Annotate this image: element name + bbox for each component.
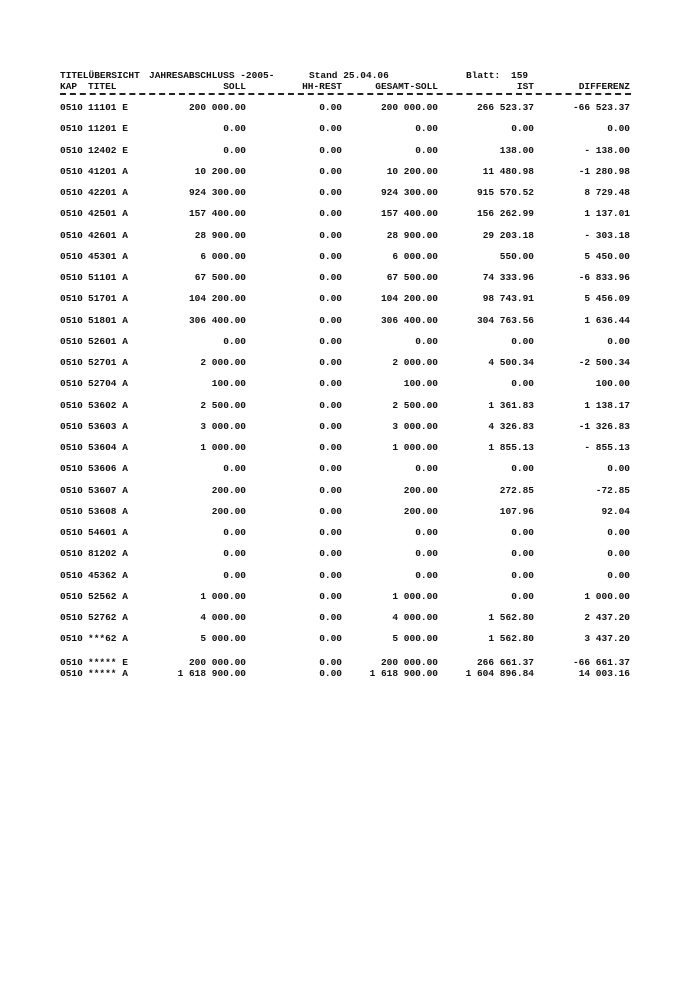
cell-kap: 0510 [60, 335, 83, 347]
cell-titel: 53602 A [88, 399, 128, 411]
cell-differenz: 2 437.20 [584, 612, 630, 623]
cell-ist: 266 523.37 [476, 102, 534, 113]
cell-gesamt-soll: 200.00 [403, 484, 438, 496]
cell-hh-rest: 0.00 [319, 165, 342, 177]
cell-titel: 51801 A [88, 314, 128, 326]
table-row [0, 442, 700, 453]
table-row [0, 272, 700, 283]
cell-soll: 0.00 [223, 463, 246, 475]
cell-differenz: -1 326.83 [578, 420, 630, 432]
cell-differenz: 3 437.20 [584, 633, 630, 645]
cell-titel: 52704 A [88, 378, 128, 390]
table-row [0, 463, 700, 474]
cell-ist: 156 262.99 [476, 208, 534, 220]
cell-titel: ***** A [88, 668, 128, 679]
cell-gesamt-soll: 0.00 [415, 335, 438, 347]
cell-hh-rest: 0.00 [319, 293, 342, 305]
blatt-number: 159 [511, 70, 529, 81]
cell-kap: 0510 [60, 357, 83, 368]
blatt-label: Blatt: [466, 70, 501, 81]
cell-gesamt-soll: 28 900.00 [386, 229, 438, 241]
cell-soll: 1 000.00 [200, 590, 246, 602]
cell-gesamt-soll: 306 400.00 [380, 314, 438, 326]
cell-ist: 0.00 [511, 463, 534, 475]
table-row [0, 548, 700, 559]
cell-titel: 53604 A [88, 442, 128, 453]
cell-differenz: 1 138.17 [584, 399, 630, 411]
cell-kap: 0510 [60, 144, 83, 156]
cell-gesamt-soll: 10 200.00 [386, 165, 438, 177]
cell-differenz: 0.00 [607, 335, 630, 347]
table-row [0, 336, 700, 347]
cell-ist: 0.00 [511, 335, 534, 347]
table-row [0, 506, 700, 517]
cell-differenz: 1 636.44 [584, 314, 630, 326]
cell-kap: 0510 [60, 590, 83, 602]
cell-differenz: -66 523.37 [572, 102, 630, 113]
cell-titel: 52701 A [88, 357, 128, 368]
col-header-differenz: DIFFERENZ [578, 81, 630, 92]
cell-titel: ***** E [88, 657, 128, 668]
table-row [0, 357, 700, 368]
cell-ist: 0.00 [511, 548, 534, 560]
cell-soll: 3 000.00 [200, 420, 246, 432]
cell-hh-rest: 0.00 [319, 144, 342, 156]
cell-kap: 0510 [60, 484, 83, 496]
cell-soll: 104 200.00 [188, 293, 246, 305]
cell-kap: 0510 [60, 165, 83, 177]
cell-ist: 304 763.56 [476, 314, 534, 326]
cell-soll: 4 000.00 [200, 612, 246, 623]
cell-kap: 0510 [60, 272, 83, 283]
cell-differenz: 8 729.48 [584, 187, 630, 198]
cell-gesamt-soll: 924 300.00 [380, 187, 438, 198]
cell-gesamt-soll: 0.00 [415, 123, 438, 135]
cell-gesamt-soll: 0.00 [415, 463, 438, 475]
cell-ist: 0.00 [511, 590, 534, 602]
cell-ist: 29 203.18 [482, 229, 534, 241]
cell-titel: 45362 A [88, 569, 128, 581]
table-row [0, 251, 700, 262]
col-header-ist: IST [516, 81, 534, 92]
cell-soll: 1 000.00 [200, 442, 246, 453]
cell-hh-rest: 0.00 [319, 314, 342, 326]
cell-hh-rest: 0.00 [319, 612, 342, 623]
cell-kap: 0510 [60, 612, 83, 623]
cell-titel: 11201 E [88, 123, 128, 135]
cell-ist: 1 562.80 [488, 633, 534, 645]
cell-soll: 306 400.00 [188, 314, 246, 326]
cell-gesamt-soll: 3 000.00 [392, 420, 438, 432]
cell-kap: 0510 [60, 505, 83, 517]
cell-kap: 0510 [60, 633, 83, 645]
cell-ist: 74 333.96 [482, 272, 534, 283]
cell-hh-rest: 0.00 [319, 484, 342, 496]
cell-kap: 0510 [60, 548, 83, 560]
cell-soll: 100.00 [211, 378, 246, 390]
cell-hh-rest: 0.00 [319, 357, 342, 368]
cell-soll: 28 900.00 [194, 229, 246, 241]
cell-soll: 10 200.00 [194, 165, 246, 177]
cell-soll: 0.00 [223, 548, 246, 560]
cell-kap: 0510 [60, 123, 83, 135]
cell-soll: 200 000.00 [188, 657, 246, 668]
cell-differenz: 0.00 [607, 569, 630, 581]
cell-titel: 52762 A [88, 612, 128, 623]
cell-ist: 0.00 [511, 527, 534, 538]
table-row [0, 570, 700, 581]
cell-titel: 42601 A [88, 229, 128, 241]
cell-soll: 1 618 900.00 [177, 668, 246, 679]
cell-ist: 915 570.52 [476, 187, 534, 198]
cell-kap: 0510 [60, 314, 83, 326]
cell-ist: 4 500.34 [488, 357, 534, 368]
col-header-gesamt-soll: GESAMT-SOLL [375, 81, 438, 92]
cell-kap: 0510 [60, 208, 83, 220]
cell-soll: 0.00 [223, 123, 246, 135]
cell-gesamt-soll: 2 500.00 [392, 399, 438, 411]
cell-kap: 0510 [60, 657, 83, 668]
totals-row [0, 657, 700, 668]
cell-ist: 4 326.83 [488, 420, 534, 432]
cell-kap: 0510 [60, 569, 83, 581]
table-row [0, 293, 700, 304]
cell-gesamt-soll: 200 000.00 [380, 657, 438, 668]
cell-gesamt-soll: 5 000.00 [392, 633, 438, 645]
cell-gesamt-soll: 2 000.00 [392, 357, 438, 368]
table-row [0, 591, 700, 602]
cell-soll: 5 000.00 [200, 633, 246, 645]
table-row [0, 230, 700, 241]
cell-ist: 107.96 [499, 505, 534, 517]
cell-gesamt-soll: 1 000.00 [392, 442, 438, 453]
cell-kap: 0510 [60, 378, 83, 390]
cell-gesamt-soll: 200 000.00 [380, 102, 438, 113]
cell-titel: 81202 A [88, 548, 128, 560]
cell-soll: 0.00 [223, 335, 246, 347]
col-header-titel: TITEL [88, 81, 117, 92]
cell-differenz: - 855.13 [584, 442, 630, 453]
table-row [0, 527, 700, 538]
cell-differenz: 0.00 [607, 527, 630, 538]
cell-differenz: -6 833.96 [578, 272, 630, 283]
cell-ist: 0.00 [511, 569, 534, 581]
report-label: TITELÜBERSICHT [60, 70, 140, 81]
cell-hh-rest: 0.00 [319, 505, 342, 517]
cell-hh-rest: 0.00 [319, 399, 342, 411]
cell-hh-rest: 0.00 [319, 463, 342, 475]
cell-hh-rest: 0.00 [319, 378, 342, 390]
cell-ist: 1 562.80 [488, 612, 534, 623]
cell-titel: 52562 A [88, 590, 128, 602]
cell-differenz: 92.04 [601, 505, 630, 517]
cell-differenz: 5 450.00 [584, 250, 630, 262]
table-row [0, 145, 700, 156]
cell-gesamt-soll: 1 618 900.00 [369, 668, 438, 679]
cell-gesamt-soll: 0.00 [415, 527, 438, 538]
cell-soll: 200.00 [211, 505, 246, 517]
cell-titel: 11101 E [88, 102, 128, 113]
cell-soll: 0.00 [223, 527, 246, 538]
cell-titel: 45301 A [88, 250, 128, 262]
cell-hh-rest: 0.00 [319, 657, 342, 668]
cell-soll: 157 400.00 [188, 208, 246, 220]
table-row [0, 208, 700, 219]
cell-titel: 42201 A [88, 187, 128, 198]
table-row [0, 421, 700, 432]
cell-kap: 0510 [60, 527, 83, 538]
cell-kap: 0510 [60, 399, 83, 411]
cell-gesamt-soll: 0.00 [415, 144, 438, 156]
cell-kap: 0510 [60, 187, 83, 198]
cell-gesamt-soll: 67 500.00 [386, 272, 438, 283]
cell-hh-rest: 0.00 [319, 187, 342, 198]
table-row [0, 612, 700, 623]
table-row [0, 378, 700, 389]
cell-hh-rest: 0.00 [319, 548, 342, 560]
table-row [0, 485, 700, 496]
header-separator [60, 93, 631, 95]
cell-differenz: 100.00 [595, 378, 630, 390]
cell-ist: 266 661.37 [476, 657, 534, 668]
cell-kap: 0510 [60, 420, 83, 432]
cell-ist: 98 743.91 [482, 293, 534, 305]
cell-differenz: 1 137.01 [584, 208, 630, 220]
cell-titel: ***62 A [88, 633, 128, 645]
cell-titel: 53603 A [88, 420, 128, 432]
table-row [0, 187, 700, 198]
cell-hh-rest: 0.00 [319, 668, 342, 679]
cell-hh-rest: 0.00 [319, 590, 342, 602]
cell-kap: 0510 [60, 229, 83, 241]
cell-differenz: -2 500.34 [578, 357, 630, 368]
cell-titel: 52601 A [88, 335, 128, 347]
cell-titel: 53606 A [88, 463, 128, 475]
cell-gesamt-soll: 0.00 [415, 548, 438, 560]
cell-differenz: 1 000.00 [584, 590, 630, 602]
cell-soll: 0.00 [223, 569, 246, 581]
cell-hh-rest: 0.00 [319, 569, 342, 581]
col-header-kap: KAP [60, 81, 78, 92]
cell-kap: 0510 [60, 463, 83, 475]
cell-gesamt-soll: 1 000.00 [392, 590, 438, 602]
cell-hh-rest: 0.00 [319, 229, 342, 241]
cell-titel: 51701 A [88, 293, 128, 305]
cell-hh-rest: 0.00 [319, 527, 342, 538]
cell-gesamt-soll: 0.00 [415, 569, 438, 581]
cell-soll: 67 500.00 [194, 272, 246, 283]
cell-ist: 138.00 [499, 144, 534, 156]
cell-soll: 200 000.00 [188, 102, 246, 113]
cell-ist: 550.00 [499, 250, 534, 262]
cell-differenz: 5 456.09 [584, 293, 630, 305]
totals-row [0, 668, 700, 679]
cell-ist: 1 855.13 [488, 442, 534, 453]
cell-ist: 1 361.83 [488, 399, 534, 411]
cell-kap: 0510 [60, 102, 83, 113]
cell-hh-rest: 0.00 [319, 250, 342, 262]
cell-ist: 11 480.98 [482, 165, 534, 177]
cell-soll: 2 000.00 [200, 357, 246, 368]
col-header-soll: SOLL [223, 81, 246, 92]
cell-titel: 41201 A [88, 165, 128, 177]
table-row [0, 633, 700, 644]
cell-hh-rest: 0.00 [319, 272, 342, 283]
cell-ist: 272.85 [499, 484, 534, 496]
cell-ist: 0.00 [511, 123, 534, 135]
cell-gesamt-soll: 4 000.00 [392, 612, 438, 623]
cell-soll: 2 500.00 [200, 399, 246, 411]
cell-differenz: -1 280.98 [578, 165, 630, 177]
cell-hh-rest: 0.00 [319, 208, 342, 220]
cell-titel: 54601 A [88, 527, 128, 538]
cell-gesamt-soll: 100.00 [403, 378, 438, 390]
cell-soll: 6 000.00 [200, 250, 246, 262]
cell-titel: 53608 A [88, 505, 128, 517]
cell-differenz: -66 661.37 [572, 657, 630, 668]
cell-titel: 42501 A [88, 208, 128, 220]
cell-hh-rest: 0.00 [319, 123, 342, 135]
table-row [0, 123, 700, 134]
table-row [0, 102, 700, 113]
cell-hh-rest: 0.00 [319, 633, 342, 645]
cell-ist: 1 604 896.84 [465, 668, 534, 679]
cell-hh-rest: 0.00 [319, 420, 342, 432]
cell-gesamt-soll: 157 400.00 [380, 208, 438, 220]
cell-hh-rest: 0.00 [319, 442, 342, 453]
report-title: JAHRESABSCHLUSS -2005- [149, 70, 275, 81]
cell-differenz: 0.00 [607, 548, 630, 560]
cell-differenz: - 138.00 [584, 144, 630, 156]
table-row [0, 166, 700, 177]
cell-differenz: 0.00 [607, 123, 630, 135]
cell-hh-rest: 0.00 [319, 335, 342, 347]
cell-soll: 0.00 [223, 144, 246, 156]
table-row [0, 400, 700, 411]
cell-titel: 51101 A [88, 272, 128, 283]
cell-gesamt-soll: 6 000.00 [392, 250, 438, 262]
stand-date: Stand 25.04.06 [309, 70, 389, 81]
cell-titel: 12402 E [88, 144, 128, 156]
table-row [0, 315, 700, 326]
cell-kap: 0510 [60, 250, 83, 262]
cell-ist: 0.00 [511, 378, 534, 390]
col-header-hh-rest: HH-REST [302, 81, 342, 92]
cell-soll: 924 300.00 [188, 187, 246, 198]
cell-differenz: -72.85 [595, 484, 630, 496]
cell-kap: 0510 [60, 442, 83, 453]
cell-differenz: 0.00 [607, 463, 630, 475]
cell-differenz: - 303.18 [584, 229, 630, 241]
cell-gesamt-soll: 104 200.00 [380, 293, 438, 305]
cell-kap: 0510 [60, 293, 83, 305]
cell-hh-rest: 0.00 [319, 102, 342, 113]
cell-differenz: 14 003.16 [578, 668, 630, 679]
cell-gesamt-soll: 200.00 [403, 505, 438, 517]
cell-titel: 53607 A [88, 484, 128, 496]
cell-soll: 200.00 [211, 484, 246, 496]
cell-kap: 0510 [60, 668, 83, 679]
